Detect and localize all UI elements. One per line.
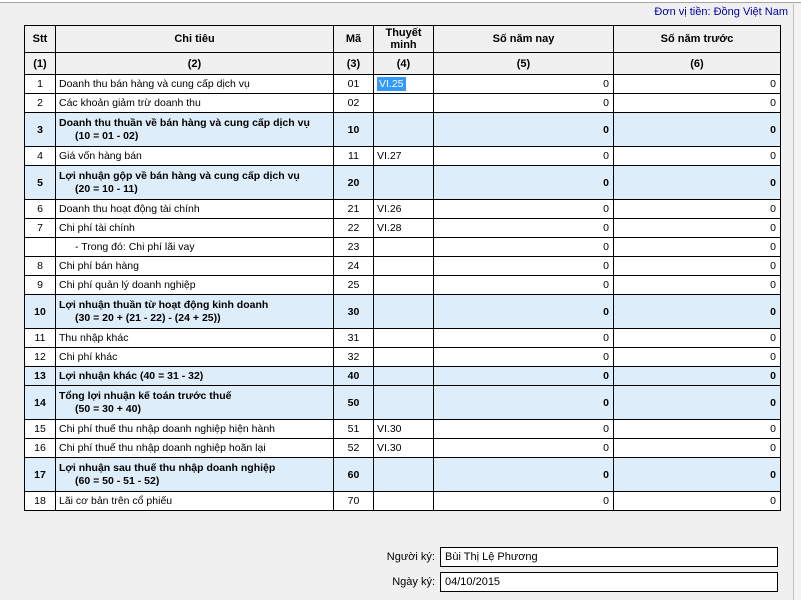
table-row (25, 75, 781, 94)
row-note-cell[interactable] (374, 75, 434, 94)
row-code-cell: 40 (334, 367, 374, 386)
row-current-year-cell[interactable]: 0 (434, 386, 614, 420)
row-note-cell[interactable] (374, 276, 434, 295)
column-index-row (25, 53, 781, 75)
row-current-year-cell[interactable]: 0 (434, 257, 614, 276)
row-stt-cell: 15 (25, 420, 56, 439)
table-row (25, 276, 781, 295)
row-note-cell[interactable] (374, 348, 434, 367)
row-label-text: Chi phí quản lý doanh nghiệp (59, 278, 196, 291)
row-code-cell: 23 (334, 238, 374, 257)
row-code-cell: 21 (334, 200, 374, 219)
row-label-cell (56, 492, 334, 511)
row-prior-year-cell[interactable]: 0 (614, 257, 781, 276)
row-label-cell (56, 420, 334, 439)
row-prior-year-cell[interactable]: 0 (614, 219, 781, 238)
row-stt-cell: 13 (25, 367, 56, 386)
table-row (25, 420, 781, 439)
row-code-cell: 24 (334, 257, 374, 276)
row-stt-cell: 14 (25, 386, 56, 420)
row-label-cell (56, 238, 334, 257)
row-current-year-cell[interactable]: 0 (434, 295, 614, 329)
row-label-cell (56, 386, 334, 420)
row-code-cell: 32 (334, 348, 374, 367)
row-prior-year-cell[interactable]: 0 (614, 386, 781, 420)
row-prior-year-cell[interactable]: 0 (614, 367, 781, 386)
table-row (25, 166, 781, 200)
row-note-cell[interactable]: VI.30 (374, 420, 434, 439)
row-stt-cell: 10 (25, 295, 56, 329)
table-row (25, 439, 781, 458)
row-current-year-cell[interactable]: 0 (434, 492, 614, 511)
row-note-cell[interactable] (374, 295, 434, 329)
table-row (25, 386, 781, 420)
row-stt-cell: 6 (25, 200, 56, 219)
row-label-cell (56, 329, 334, 348)
table-row (25, 200, 781, 219)
row-code-cell: 51 (334, 420, 374, 439)
row-label-text: Doanh thu bán hàng và cung cấp dịch vụ (59, 77, 250, 90)
row-stt-cell (25, 238, 56, 257)
row-note-cell[interactable]: VI.30 (374, 439, 434, 458)
row-formula-text: (10 = 01 - 02) (75, 129, 139, 142)
row-prior-year-cell[interactable]: 0 (614, 147, 781, 166)
row-label-text: Lợi nhuận gộp về bán hàng và cung cấp dịch vụ (59, 169, 300, 182)
right-scroll-gutter (793, 4, 801, 600)
row-formula-text: (50 = 30 + 40) (75, 402, 141, 415)
row-stt-cell: 17 (25, 458, 56, 492)
row-code-cell: 50 (334, 386, 374, 420)
row-label-cell (56, 348, 334, 367)
row-prior-year-cell[interactable]: 0 (614, 94, 781, 113)
col-header-so-nam-nay: Số năm nay (434, 26, 614, 53)
row-note-cell[interactable] (374, 94, 434, 113)
row-note-cell[interactable] (374, 238, 434, 257)
row-prior-year-cell[interactable]: 0 (614, 492, 781, 511)
top-panel-edge (0, 0, 801, 3)
row-label-text: Chi phí thuế thu nhập doanh nghiệp hoãn lại (59, 441, 266, 454)
col-header-thuyet-minh: Thuyết minh (374, 26, 434, 53)
row-current-year-cell[interactable]: 0 (434, 113, 614, 147)
col-index-6: (6) (614, 53, 781, 75)
row-prior-year-cell[interactable]: 0 (614, 458, 781, 492)
row-note-cell[interactable]: VI.27 (374, 147, 434, 166)
table-row (25, 329, 781, 348)
row-prior-year-cell[interactable]: 0 (614, 75, 781, 94)
row-label-text: Thu nhập khác (59, 331, 129, 344)
row-code-cell: 01 (334, 75, 374, 94)
row-current-year-cell[interactable]: 0 (434, 200, 614, 219)
row-note-cell[interactable] (374, 386, 434, 420)
row-note-cell[interactable] (374, 113, 434, 147)
signer-label: Người ký: (386, 550, 435, 563)
col-index-1: (1) (25, 53, 56, 75)
row-label-cell (56, 75, 334, 94)
row-prior-year-cell[interactable]: 0 (614, 200, 781, 219)
row-current-year-cell[interactable]: 0 (434, 166, 614, 200)
row-current-year-cell[interactable]: 0 (434, 147, 614, 166)
table-row (25, 147, 781, 166)
col-header-stt: Stt (25, 26, 56, 53)
row-label-text: Chi phí khác (59, 350, 118, 363)
row-prior-year-cell[interactable]: 0 (614, 439, 781, 458)
table-row (25, 113, 781, 147)
row-label-text: Chi phí bán hàng (59, 259, 139, 272)
row-code-cell: 31 (334, 329, 374, 348)
sign-date-field-row (24, 571, 778, 592)
table-row (25, 94, 781, 113)
col-index-5: (5) (434, 53, 614, 75)
row-code-cell: 02 (334, 94, 374, 113)
row-label-cell (56, 200, 334, 219)
row-note-cell[interactable] (374, 257, 434, 276)
row-code-cell: 11 (334, 147, 374, 166)
row-stt-cell: 16 (25, 439, 56, 458)
row-code-cell: 30 (334, 295, 374, 329)
row-stt-cell: 9 (25, 276, 56, 295)
row-label-cell (56, 295, 334, 329)
row-code-cell: 60 (334, 458, 374, 492)
row-current-year-cell[interactable]: 0 (434, 75, 614, 94)
signer-field-row (24, 546, 778, 567)
row-label-cell (56, 458, 334, 492)
sign-date-input[interactable] (440, 572, 778, 592)
table-body (25, 75, 781, 511)
row-current-year-cell[interactable]: 0 (434, 238, 614, 257)
row-label-cell (56, 94, 334, 113)
row-label-cell (56, 257, 334, 276)
row-current-year-cell[interactable]: 0 (434, 367, 614, 386)
row-label-text: Lãi cơ bản trên cổ phiếu (59, 494, 173, 507)
col-header-chi-tieu: Chi tiêu (56, 26, 334, 53)
row-label-text: Lợi nhuận khác (40 = 31 - 32) (59, 369, 204, 382)
row-stt-cell: 2 (25, 94, 56, 113)
row-prior-year-cell[interactable]: 0 (614, 276, 781, 295)
row-code-cell: 22 (334, 219, 374, 238)
row-note-cell[interactable] (374, 367, 434, 386)
row-label-text: Lợi nhuận sau thuế thu nhập doanh nghiệp (59, 461, 276, 474)
row-note-cell[interactable] (374, 458, 434, 492)
row-current-year-cell[interactable]: 0 (434, 439, 614, 458)
row-label-cell (56, 276, 334, 295)
signer-input[interactable] (440, 547, 778, 567)
row-stt-cell: 11 (25, 329, 56, 348)
row-code-cell: 52 (334, 439, 374, 458)
row-stt-cell: 3 (25, 113, 56, 147)
row-note-cell[interactable]: VI.28 (374, 219, 434, 238)
row-stt-cell: 1 (25, 75, 56, 94)
row-note-cell[interactable] (374, 329, 434, 348)
row-current-year-cell[interactable]: 0 (434, 348, 614, 367)
row-current-year-cell[interactable]: 0 (434, 219, 614, 238)
row-current-year-cell[interactable]: 0 (434, 276, 614, 295)
row-label-text: Giá vốn hàng bán (59, 149, 142, 162)
row-label-cell (56, 113, 334, 147)
row-prior-year-cell[interactable]: 0 (614, 166, 781, 200)
table-row (25, 219, 781, 238)
table-row (25, 367, 781, 386)
row-stt-cell: 4 (25, 147, 56, 166)
table-row (25, 458, 781, 492)
row-prior-year-cell[interactable]: 0 (614, 420, 781, 439)
row-note-cell[interactable] (374, 166, 434, 200)
row-label-cell (56, 439, 334, 458)
table-row (25, 257, 781, 276)
row-stt-cell: 8 (25, 257, 56, 276)
row-prior-year-cell[interactable]: 0 (614, 295, 781, 329)
row-label-text: Các khoản giảm trừ doanh thu (59, 96, 201, 109)
row-current-year-cell[interactable]: 0 (434, 420, 614, 439)
col-index-2: (2) (56, 53, 334, 75)
row-label-cell (56, 367, 334, 386)
row-label-cell (56, 147, 334, 166)
row-stt-cell: 12 (25, 348, 56, 367)
row-current-year-cell[interactable]: 0 (434, 329, 614, 348)
row-formula-text: (60 = 50 - 51 - 52) (75, 474, 160, 487)
row-stt-cell: 18 (25, 492, 56, 511)
row-code-cell: 70 (334, 492, 374, 511)
col-index-4: (4) (374, 53, 434, 75)
row-label-text: Chi phí thuế thu nhập doanh nghiệp hiện hành (59, 422, 276, 435)
header-row (25, 26, 781, 53)
col-header-so-nam-truoc: Số năm trước (614, 26, 781, 53)
table-row (25, 238, 781, 257)
row-label-text: Tổng lợi nhuận kế toán trước thuế (59, 389, 232, 402)
row-label-text: Doanh thu thuần về bán hàng và cung cấp dịch vụ (59, 116, 310, 129)
table-row (25, 295, 781, 329)
row-prior-year-cell[interactable]: 0 (614, 238, 781, 257)
row-stt-cell: 5 (25, 166, 56, 200)
table-row (25, 348, 781, 367)
row-label-text: Chi phí tài chính (59, 221, 135, 234)
row-current-year-cell[interactable]: 0 (434, 94, 614, 113)
row-formula-text: (20 = 10 - 11) (75, 182, 138, 195)
row-label-cell (56, 219, 334, 238)
selected-cell-text[interactable]: VI.25 (379, 78, 404, 90)
row-note-cell[interactable]: VI.26 (374, 200, 434, 219)
row-note-cell[interactable] (374, 492, 434, 511)
row-prior-year-cell[interactable]: 0 (614, 329, 781, 348)
row-label-cell (56, 166, 334, 200)
row-code-cell: 25 (334, 276, 374, 295)
row-formula-text: (30 = 20 + (21 - 22) - (24 + 25)) (75, 311, 221, 324)
income-statement-table (24, 25, 781, 511)
col-index-3: (3) (334, 53, 374, 75)
row-current-year-cell[interactable]: 0 (434, 458, 614, 492)
sign-date-label: Ngày ký: (392, 575, 435, 588)
col-header-ma: Mã (334, 26, 374, 53)
currency-unit-label: Đơn vị tiền: Đồng Việt Nam (654, 6, 788, 18)
row-label-text: Doanh thu hoạt động tài chính (59, 202, 200, 215)
row-code-cell: 10 (334, 113, 374, 147)
row-code-cell: 20 (334, 166, 374, 200)
row-prior-year-cell[interactable]: 0 (614, 348, 781, 367)
row-label-text: Lợi nhuận thuần từ hoạt động kinh doanh (59, 298, 269, 311)
row-label-text: - Trong đó: Chi phí lãi vay (75, 240, 195, 253)
table-row (25, 492, 781, 511)
row-prior-year-cell[interactable]: 0 (614, 113, 781, 147)
row-stt-cell: 7 (25, 219, 56, 238)
